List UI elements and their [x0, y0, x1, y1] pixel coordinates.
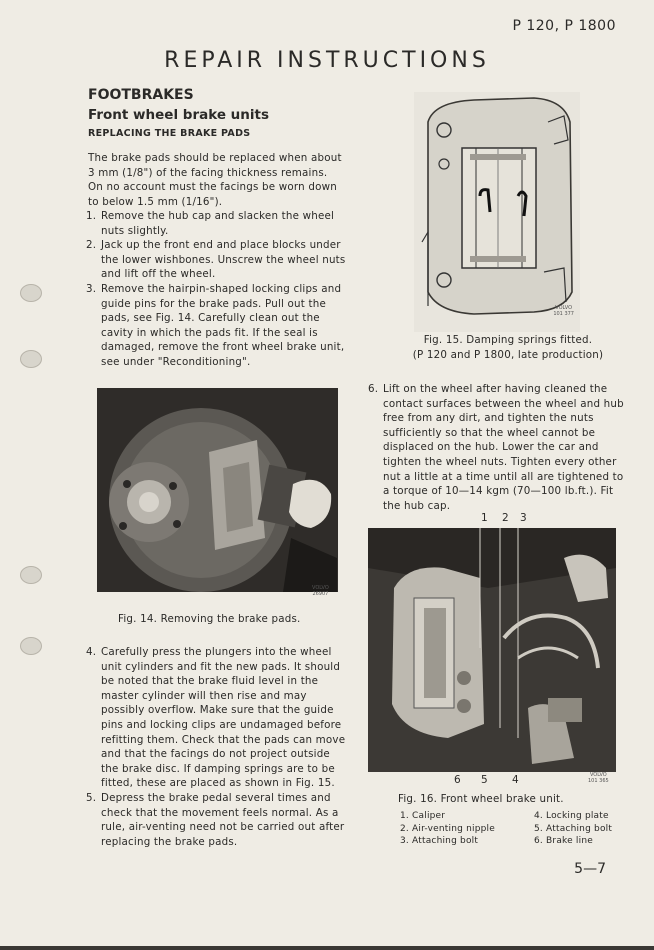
fig14-caption: Fig. 14. Removing the brake pads. [118, 613, 301, 625]
fig15-illustration [414, 92, 580, 332]
procedure-heading: REPLACING THE BRAKE PADS [88, 128, 251, 139]
binder-hole [20, 284, 42, 302]
steps-1-3 [86, 209, 348, 370]
step-number: 2. [86, 239, 97, 252]
stamp-code: 26907 [312, 590, 329, 597]
stamp-code: 101 377 [553, 310, 574, 317]
legend-item: 4. Locking plate [534, 811, 609, 821]
step-item [86, 791, 348, 849]
bottom-edge [0, 946, 654, 950]
model-code: P 120, P 1800 [512, 18, 616, 34]
legend-item: 5. Attaching bolt [534, 823, 613, 834]
step-item [86, 645, 348, 791]
step-text: Carefully press the plungers into the wheel unit cylinders and fit the new pads. It should be noted that the brake fluid level in the master cylinder will then rise and may possibly overflow. Make sure that the guide pins and locking clips are undamaged before refitting them. Check that the pads can move and that the facings do not project outside the brake disc. If damping springs are to be fitted, these are placed as shown in Fig. 15. [101, 646, 346, 790]
legend-row [400, 823, 612, 836]
steps-4-5 [86, 645, 348, 849]
fig16-callout: 4 [512, 774, 519, 786]
binder-hole [20, 637, 42, 655]
fig15-caption-note: (P 120 and P 1800, late production) [412, 349, 604, 361]
step-text: Lift on the wheel after having cleaned the contact surfaces between the wheel and hub free from any dirt, and tighten the nuts sufficiently so that the wheel cannot be displaced on the hub. Lower the car and tighten the wheel nuts. Tighten every other nut a little at a time until all are tightened to a torque of 10—14 kgm (70—100 lb.ft.). Fit the hub cap. [383, 383, 624, 512]
legend-row [400, 810, 612, 823]
step-item [368, 382, 624, 513]
page-title: REPAIR INSTRUCTIONS [164, 48, 490, 73]
fig16-legend [400, 810, 612, 848]
step-number: 5. [86, 791, 97, 804]
fig16-callout: 1 [481, 512, 488, 524]
legend-item: 1. Caliper [400, 811, 446, 821]
stamp-brand: VOLVO [555, 305, 573, 311]
step-text: Depress the brake pedal several times and check that the movement feels normal. As a rule, air-venting need not be carried out after replacing the brake pads. [101, 791, 345, 848]
binder-hole [20, 566, 42, 584]
binder-hole [20, 350, 42, 368]
page-number: 5—7 [574, 861, 606, 877]
step-number: 1. [86, 210, 97, 222]
stamp-brand: VOLVO [312, 585, 329, 591]
step-text: Jack up the front end and place blocks under the lower wishbones. Unscrew the wheel nuts and lift off the wheel. [101, 239, 346, 281]
fig14-stamp [312, 586, 329, 597]
fig15-caption [398, 334, 618, 361]
stamp-brand: VOLVO [589, 772, 607, 778]
fig16-callout: 5 [481, 774, 488, 786]
fig16-callout: 6 [454, 774, 461, 786]
fig16-stamp [588, 773, 609, 784]
step-item [86, 282, 348, 370]
legend-row [400, 835, 612, 848]
stamp-code: 101 365 [588, 777, 609, 784]
step-item [86, 238, 348, 282]
fig15-caption-title: Fig. 15. Damping springs fitted. [423, 334, 593, 346]
step-number: 4. [86, 646, 97, 658]
step-item [86, 209, 348, 238]
legend-item: 3. Attaching bolt [400, 836, 479, 846]
step-number: 6. [368, 383, 379, 395]
fig16-callout: 2 [502, 512, 509, 524]
legend-item: 2. Air-venting nipple [400, 823, 495, 834]
intro-paragraph: The brake pads should be replaced when about 3 mm (1/8") of the facing thickness remains. On no account must the facings be worn down to below 1.5 mm (1/16"). [88, 152, 342, 208]
fig15-stamp [553, 306, 574, 317]
section-subheading: Front wheel brake units [88, 107, 270, 123]
legend-item: 6. Brake line [534, 836, 593, 846]
fig16-caption: Fig. 16. Front wheel brake unit. [398, 793, 564, 805]
fig16-photo [368, 528, 616, 772]
step-text: Remove the hub cap and slacken the wheel nuts slightly. [101, 210, 335, 237]
section-heading: FOOTBRAKES [88, 87, 194, 103]
step-text: Remove the hairpin-shaped locking clips and guide pins for the brake pads. Pull out the pads, see Fig. 14. Carefully clean out the cavity in which the pads fit. If the seal is damaged, remove the front wheel brake unit, see under "Reconditioning". [101, 282, 345, 368]
fig16-callout: 3 [520, 512, 527, 524]
step-number: 3. [86, 282, 97, 295]
step-6 [368, 382, 624, 513]
fig14-photo [97, 388, 338, 592]
